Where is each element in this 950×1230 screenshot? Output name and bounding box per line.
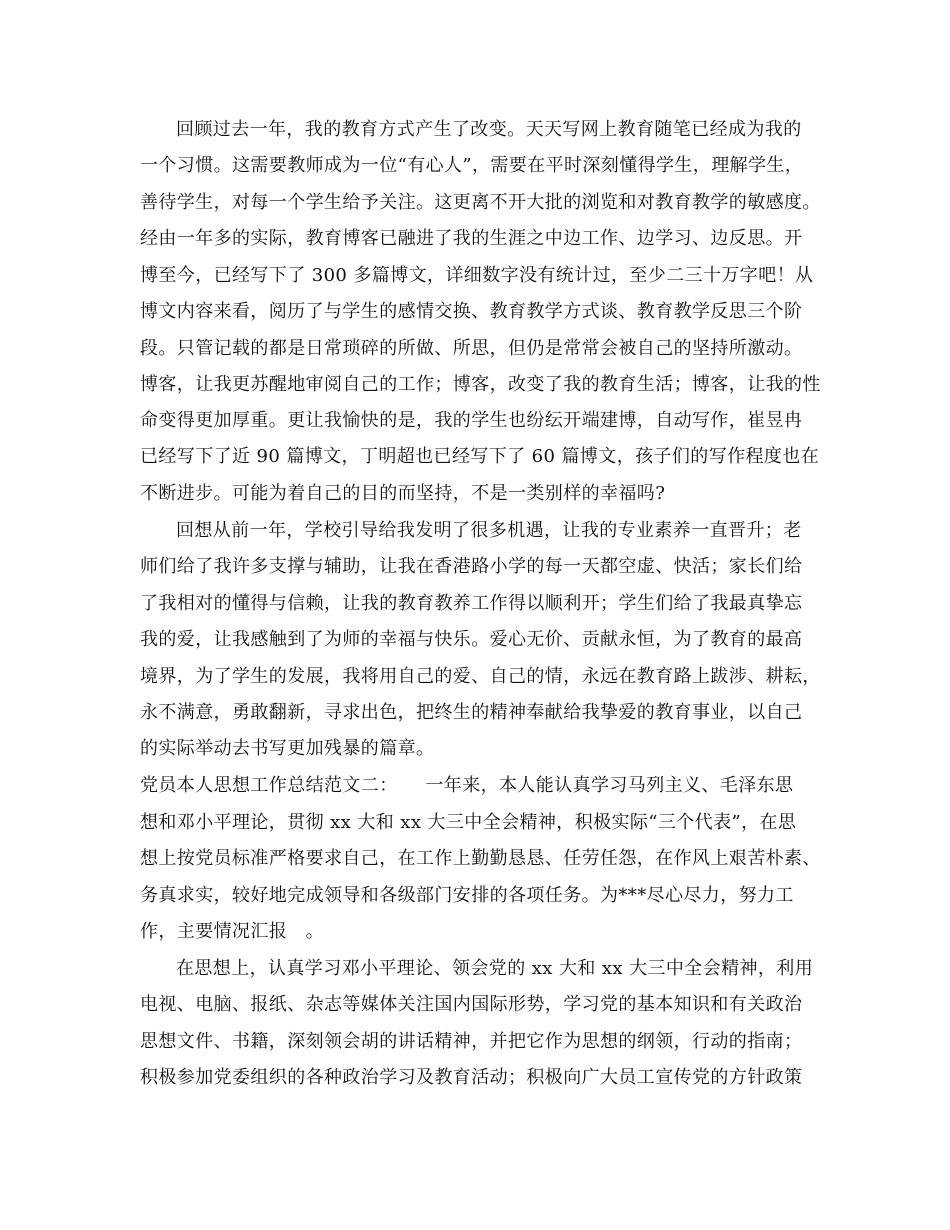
text-line: 我的爱，让我感触到了为师的幸福与快乐。爱心无价、贡献永恒，为了教育的最高 [140, 629, 803, 650]
text-line: 回想从前一年，学校引导给我发明了很多机遇，让我的专业素养一直晋升；老 [176, 520, 802, 541]
text-line: 回顾过去一年，我的教育方式产生了改变。天天写网上教育随笔已经成为我的 [176, 119, 802, 140]
text-line: 一个习惯。这需要教师成为一位“有心人”，需要在平时深刻懂得学生，理解学生， [140, 155, 804, 176]
text-line: 善待学生，对每一个学生给予关注。这更离不开大批的浏览和对教育教学的敏感度。 [140, 192, 821, 213]
text-line: 想上按党员标准严格要求自己，在工作上勤勤恳恳、任劳任怨，在作风上艰苦朴素、 [140, 848, 821, 869]
text-line: 师们给了我许多支撑与辅助，让我在香港路小学的每一天都空虚、快活；家长们给 [140, 556, 803, 577]
text-line: 命变得更加厚重。更让我愉快的是，我的学生也纷纭开端建博，自动写作，崔昱冉 [140, 410, 803, 431]
text-line: 博至今，已经写下了 300 多篇博文，详细数字没有统计过，至少二三十万字吧！从 [140, 265, 814, 286]
text-line: 务真求实，较好地完成领导和各级部门安排的各项任务。为***尽心尽力，努力工 [140, 885, 794, 906]
text-line: 积极参加党委组织的各种政治学习及教育活动；积极向广大员工宣传党的方针政策 [140, 1067, 803, 1088]
text-line: 电视、电脑、报纸、杂志等媒体关注国内国际形势，学习党的基本知识和有关政治 [140, 994, 803, 1015]
text-line: 已经写下了近 90 篇博文，丁明超也已经写下了 60 篇博文，孩子们的写作程度也在 [140, 446, 820, 467]
text-line: 作，主要情况汇报 。 [140, 921, 324, 942]
text-line: 段。只管记载的都是日常琐碎的所做、所思，但仍是常常会被自己的坚持所激动。 [140, 338, 803, 359]
text-line: 了我相对的懂得与信赖，让我的教育教养工作得以顺利开；学生们给了我最真挚忘 [140, 593, 803, 614]
text-line: 想和邓小平理论，贯彻 xx 大和 xx 大三中全会精神，积极实际“三个代表”，在思 [140, 812, 797, 833]
text-line: 在思想上，认真学习邓小平理论、领会党的 xx 大和 xx 大三中全会精神，利用 [176, 958, 814, 979]
text-line: 经由一年多的实际，教育博客已融进了我的生涯之中边工作、边学习、边反思。开 [140, 228, 803, 249]
text-line: 博文内容来看，阅历了与学生的感情交换、教育教学方式谈、教育教学反思三个阶 [140, 301, 803, 322]
text-line: 的实际举动去书写更加残暴的篇章。 [140, 738, 435, 759]
text-line: 思想文件、书籍，深刻领会胡的讲话精神，并把它作为思想的纲领，行动的指南； [140, 1031, 803, 1052]
text-line: 境界，为了学生的发展，我将用自己的爱、自己的情，永远在教育路上跋涉、耕耘， [140, 666, 821, 687]
section-heading-line: 党员本人思想工作总结范文二： 一年来，本人能认真学习马列主义、毛泽东思 [140, 775, 794, 796]
text-line: 博客，让我更苏醒地审阅自己的工作；博客，改变了我的教育生活；博客，让我的性 [140, 374, 821, 395]
text-line: 永不满意，勇敢翻新，寻求出色，把终生的精神奉献给我挚爱的教育事业，以自己 [140, 702, 803, 723]
text-line: 不断进步。可能为着自己的目的而坚持，不是一类别样的幸福吗? [140, 483, 666, 504]
